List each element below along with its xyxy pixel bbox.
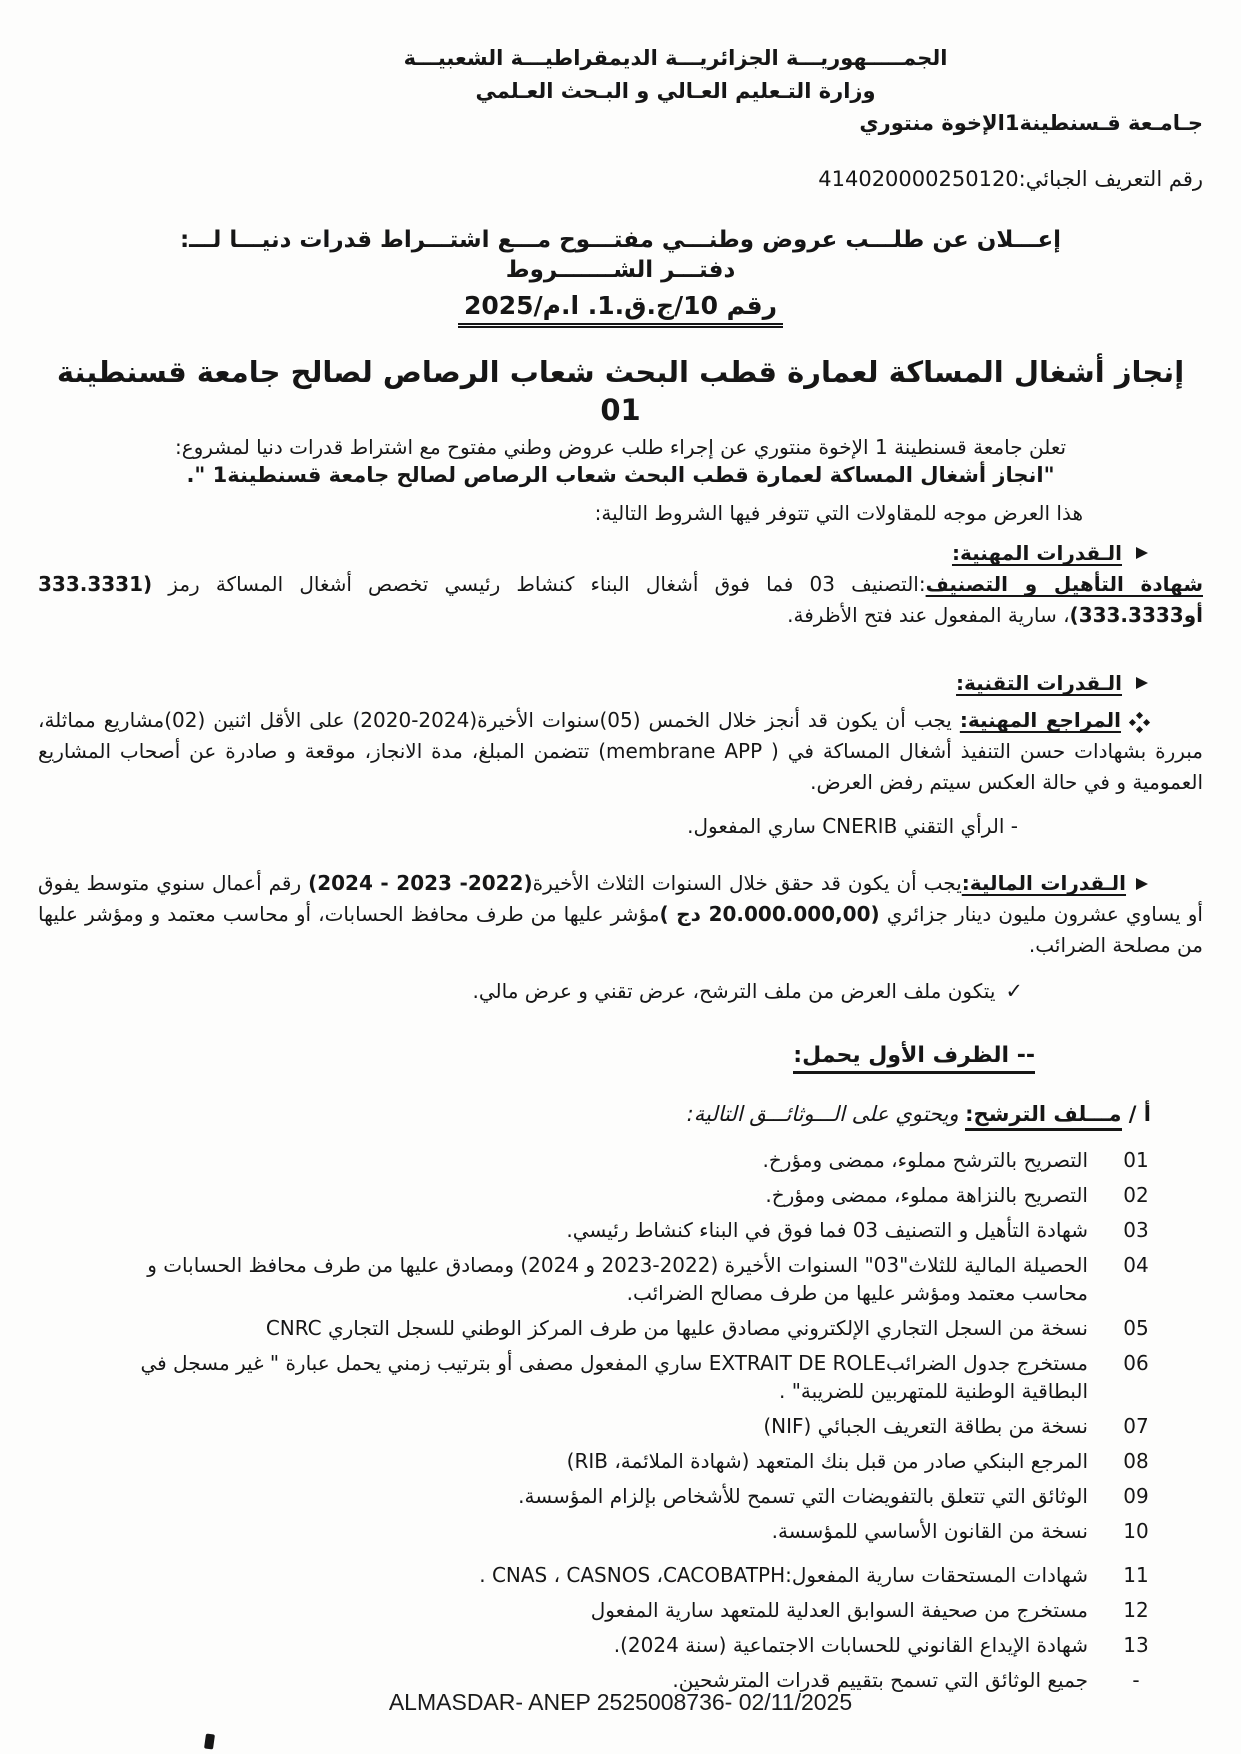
item-text: الوثائق التي تتعلق بالتفويضات التي تسمح للأشخاص بإلزام المؤسسة. [518,1484,1088,1509]
table-row [93,1181,1158,1209]
item-text: نسخة من القانون الأساسي للمؤسسة. [771,1519,1088,1544]
references-label: المراجع المهنية: [959,708,1121,733]
table-row [93,1314,1158,1342]
republic-title: الجمـــــهوريـــة الجزائريـــة الديمقراطيـــة الشعبيـــة [403,46,948,70]
cnerib-line: - الرأي التقني CNERIB ساري المفعول. [687,814,1018,839]
item-text: جميع الوثائق التي تسمح بتقييم قدرات المترشحين. [672,1668,1088,1693]
call-for-tenders-title: إعـــلان عن طلـــب عروض وطنـــي مفتـــوح مـــع اشتـــراط قدرات دنيـــا لـــ: [179,227,1062,254]
table-row [93,1216,1158,1244]
item-number: 04 [1123,1253,1149,1278]
table-row [93,1349,1158,1405]
university-name: جـامـعة قـسنطينة1الإخوة منتوري [859,111,1203,136]
table-row [93,1631,1158,1659]
item-text: الحصيلة المالية للثلاث"03" السنوات الأخيرة (2022-2023 و 2024) ومصادق عليها من طرف محافظ الحسابات و محاسب معتمد ومؤشر عليها من طرف مصالح الضرائب. [147,1253,1088,1306]
required-documents-list [93,1146,1158,1694]
professional-capacities-heading: الـقدرات المهنية: [38,541,1148,565]
qualification-paragraph: شهادة التأهيل و التصنيف:التصنيف 03 فما فوق أشغال البناء كنشاط رئيسي تخصص أشغال المساكة رمز (333.3331 أو333.3333)، سارية المفعول عند فتح الأظرفة. [38,572,1203,628]
table-row [93,1482,1158,1510]
financial-capacities-paragraph: الـقدرات المالية:يجب أن يكون قد حقق خلال السنوات الثلاث الأخيرة(2022- 2023 - 2024) رقم أعمال سنوي متوسط يفوق أو يساوي عشرون مليون دينار جزائري (20.000.000,00 دج )مؤشر عليها من طرف محافظ الحسابات، أو محاسب معتمد و ومؤشر عليها من مصلحة الضرائب. [38,871,1203,958]
offer-composition-line: ✓يتكون ملف العرض من ملف الترشح، عرض تقني و عرض مالي. [472,979,1023,1004]
item-text: نسخة من السجل التجاري الإلكتروني مصادق عليها من طرف المركز الوطني للسجل التجاري CNRC [265,1316,1088,1341]
item-number: 01 [1123,1148,1149,1173]
project-title: إنجاز أشغال المساكة لعمارة قطب البحث شعاب الرصاص لصالح جامعة قسنطينة 01 [56,355,1185,427]
table-row [93,1561,1158,1589]
ministry-title: وزارة التـعليم العـالي و البـحث العـلمي [475,78,876,103]
offer-target-line: هذا العرض موجه للمقاولات التي تتوفر فيها الشروط التالية: [594,501,1083,526]
item-text: شهادات المستحقات سارية المفعول:CNAS ، CASNOS ،CACOBATPH . [479,1563,1088,1588]
announcement-intro-line: تعلن جامعة قسنطينة 1 الإخوة منتوري عن إجراء طلب عروض وطني مفتوح مع اشتراط قدرات دنيا لمشروع: [174,435,1067,460]
candidacy-file-description: ويحتوي على الـــوثائـــق التالية: [686,1102,966,1127]
item-text: المرجع البنكي صادر من قبل بنك المتعهد (شهادة الملائمة، RIB) [566,1449,1088,1474]
project-quote-line: "انجاز أشغال المساكة لعمارة قطب البحث شعاب الرصاص لصالح جامعة قسنطينة1 ". [186,463,1055,488]
item-text: التصريح بالترشح مملوء، ممضى ومؤرخ. [762,1148,1088,1173]
item-number: 05 [1123,1316,1149,1341]
candidacy-file-heading [38,1102,1151,1126]
specifications-number: رقم 10/ج.ق.1. ا.م/2025 [38,291,1203,328]
item-number: 13 [1123,1633,1149,1658]
classification-codes: (333.3331 أو333.3333) [38,572,1203,628]
item-number: 08 [1123,1449,1149,1474]
first-envelope-heading: -- الظرف الأول يحمل: [38,1043,1035,1068]
item-text: نسخة من بطاقة التعريف الجبائي (NIF) [763,1414,1088,1439]
table-row [93,1447,1158,1475]
table-row [93,1251,1158,1307]
item-number: 02 [1123,1183,1149,1208]
specifications-book-title: دفتـــر الشـــــــروط [505,257,736,284]
table-row [93,1517,1158,1545]
financial-label: الـقدرات المالية: [961,871,1127,896]
publication-reference: ALMASDAR- ANEP 2525008736- 02/11/2025 [388,1689,853,1715]
item-number: 03 [1123,1218,1149,1243]
scan-artifact [204,1733,215,1749]
item-text: مستخرج جدول الضرائبEXTRAIT DE ROLE ساري المفعول مصفى أو بترتيب زمني يحمل عبارة " غير مسجل في البطاقية الوطنية للمتهربين للضريبة" . [140,1351,1088,1404]
diamond-bullet-icon [1136,719,1143,726]
file-prefix: أ / [1121,1102,1151,1127]
item-number: 09 [1123,1484,1149,1509]
arrow-bullet-icon [1136,677,1148,689]
item-number: 07 [1123,1414,1149,1439]
item-text: التصريح بالنزاهة مملوء، ممضى ومؤرخ. [765,1183,1088,1208]
table-row [93,1412,1158,1440]
item-number: - [1132,1668,1140,1693]
table-row [93,1596,1158,1624]
technical-capacities-heading: الـقدرات التقنية: [38,671,1148,695]
item-number: 12 [1123,1598,1149,1623]
arrow-bullet-icon [1136,547,1148,559]
tax-id: رقم التعريف الجبائي:414020000250120 [818,167,1203,192]
financial-amount: (20.000.000,00 دج ) [659,902,880,927]
item-text: شهادة الإيداع القانوني للحسابات الاجتماعية (سنة 2024). [613,1633,1088,1658]
item-number: 10 [1123,1519,1149,1544]
item-number: 06 [1123,1351,1149,1376]
qualification-label: شهادة التأهيل و التصنيف [925,572,1203,597]
item-text: مستخرج من صحيفة السوابق العدلية للمتعهد سارية المفعول [590,1598,1088,1623]
professional-references-paragraph: المراجع المهنية: يجب أن يكون قد أنجز خلال الخمس (05)سنوات الأخيرة(2024-2020) على الأقل اثنين (02)مشاريع مماثلة، مبررة بشهادات حسن التنفيذ أشغال المساكة في ( membrane APP) تتضمن المبلغ، مدة الانجاز، موقعة و صادرة عن أصحاب المشاريع العمومية و في حالة العكس سيتم رفض العرض. [38,708,1204,795]
arrow-bullet-icon [1136,878,1148,890]
candidacy-file-label: مـــلف الترشح: [965,1102,1121,1131]
item-number: 11 [1123,1563,1149,1588]
financial-years: (2022- 2023 - 2024) [308,871,533,896]
table-row [93,1146,1158,1174]
item-text: شهادة التأهيل و التصنيف 03 فما فوق في البناء كنشاط رئيسي. [566,1218,1088,1243]
check-icon: ✓ [1005,979,1023,1004]
